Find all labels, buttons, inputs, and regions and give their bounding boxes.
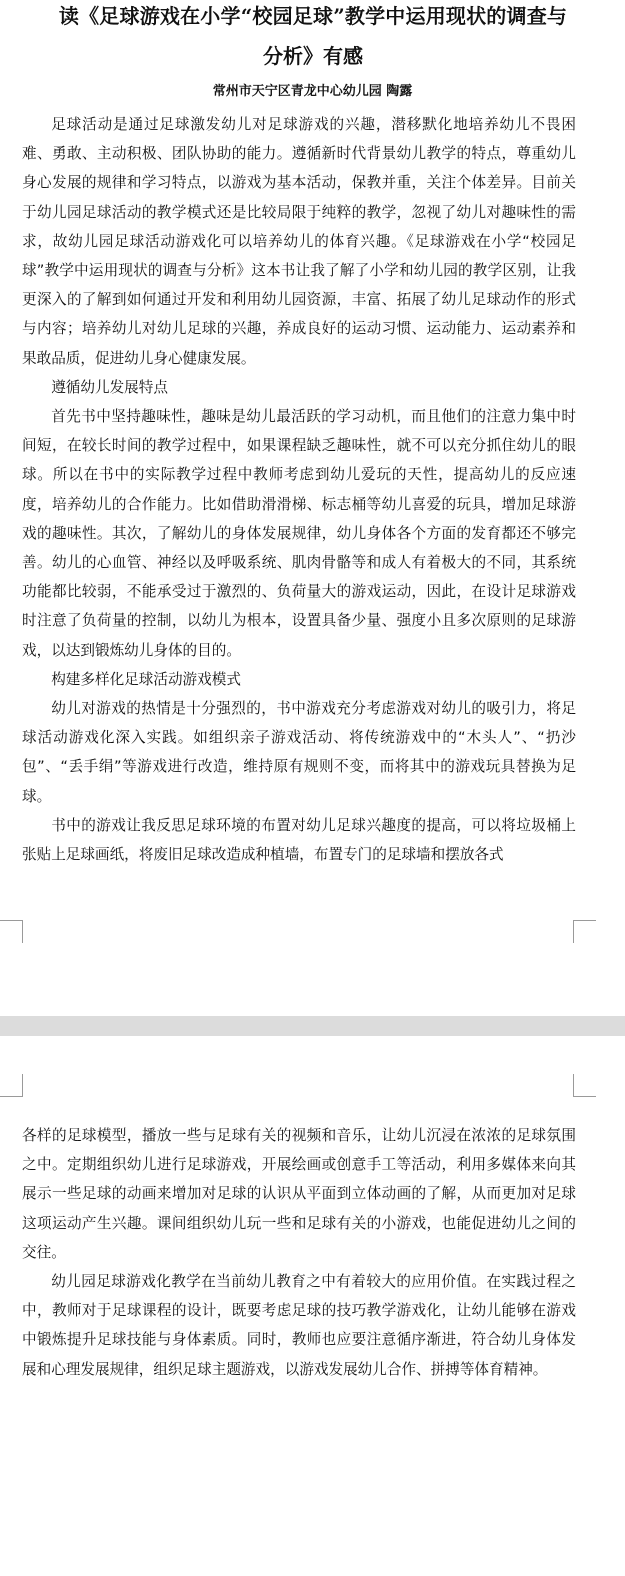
- page-1-body: [22, 110, 576, 916]
- paragraph-environment-continued: 各样的足球模型，播放一些与足球有关的视频和音乐，让幼儿沉浸在浓浓的足球氛围之中。定期组织幼儿进行足球游戏，开展绘画或创意手工等活动，利用多媒体来向其展示一些足球的动画来增加对足球的认识从平面到立体动画的了解，从而更加对足球这项运动产生兴趣。课间组织幼儿玩一些和足球有关的小游戏，也能促进幼儿之间的交往。: [22, 1127, 576, 1261]
- paragraph-diversified: 幼儿对游戏的热情是十分强烈的，书中游戏充分考虑游戏对幼儿的吸引力，将足球活动游戏化深入实践。如组织亲子游戏活动、将传统游戏中的“木头人”、“扔沙包”、“丢手绢”等游戏进行改造，维持原有规则不变，而将其中的游戏玩具替换为足球。: [22, 700, 576, 805]
- paragraph-intro: 足球活动是通过足球激发幼儿对足球游戏的兴趣，潜移默化地培养幼儿不畏困难、勇敢、主动积极、团队协助的能力。遵循新时代背景幼儿教学的特点，尊重幼儿身心发展的规律和学习特点，以游戏为基本活动，保教并重，关注个体差异。目前关于幼儿园足球活动的教学模式还是比较局限于纯粹的教学，忽视了幼儿对趣味性的需求，故幼儿园足球活动游戏化可以培养幼儿的体育兴趣。《足球游戏在小学“校园足球”教学中运用现状的调查与分析》这本书让我了解了小学和幼儿园的教学区别，让我更深入的了解到如何通过开发和利用幼儿园资源，丰富、拓展了幼儿足球动作的形式与内容；培养幼儿对幼儿足球的兴趣，养成良好的运动习惯、运动能力、运动素养和果敢品质，促进幼儿身心健康发展。: [22, 116, 576, 367]
- paragraph-conclusion: 幼儿园足球游戏化教学在当前幼儿教育之中有着较大的应用价值。在实践过程之中，教师对于足球课程的设计，既要考虑足球的技巧教学游戏化，让幼儿能够在游戏中锻炼提升足球技能与身体素质。同时，教师也应要注意循序渐进，符合幼儿身体发展和心理发展规律，组织足球主题游戏，以游戏发展幼儿合作、拼搏等体育精神。: [22, 1273, 576, 1378]
- document-title-line-1: 读《足球游戏在小学“校园足球”教学中运用现状的调查与: [58, 4, 568, 28]
- section-heading-development: 遵循幼儿发展特点: [51, 378, 168, 396]
- page-corner-mark-bottom-right: [573, 920, 596, 943]
- paragraph-environment-start: 书中的游戏让我反思足球环境的布置对幼儿足球兴趣度的提高，可以将垃圾桶上张贴上足球画纸，将废旧足球改造成种植墙，布置专门的足球墙和摆放各式: [22, 816, 576, 864]
- page-separator: [0, 1016, 625, 1036]
- document-page-2: [0, 1036, 625, 1576]
- page-2-body: [22, 1121, 576, 1384]
- document-author: 常州市天宁区青龙中心幼儿园 陶露: [212, 84, 413, 99]
- page-corner-mark-top-right: [573, 1074, 596, 1097]
- page-corner-mark-top-left: [0, 1074, 23, 1097]
- document-title-line-2: 分析》有感: [263, 44, 363, 68]
- paragraph-development: 首先书中坚持趣味性，趣味是幼儿最活跃的学习动机，而且他们的注意力集中时间短，在较长时间的教学过程中，如果课程缺乏趣味性，就不可以充分抓住幼儿的眼球。所以在书中的实际教学过程中教师考虑到幼儿爱玩的天性，提高幼儿的反应速度，培养幼儿的合作能力。比如借助滑滑梯、标志桶等幼儿喜爱的玩具，增加足球游戏的趣味性。其次，了解幼儿的身体发展规律，幼儿身体各个方面的发育都还不够完善。幼儿的心血管、神经以及呼吸系统、肌肉骨骼等和成人有着极大的不同，其系统功能都比较弱，不能承受过于激烈的、负荷量大的游戏运动，因此，在设计足球游戏时注意了负荷量的控制，以幼儿为根本，设置具备少量、强度小且多次原则的足球游戏，以达到锻炼幼儿身体的目的。: [22, 408, 576, 659]
- section-heading-diversified: 构建多样化足球活动游戏模式: [51, 670, 241, 688]
- page-corner-mark-bottom-left: [0, 920, 23, 943]
